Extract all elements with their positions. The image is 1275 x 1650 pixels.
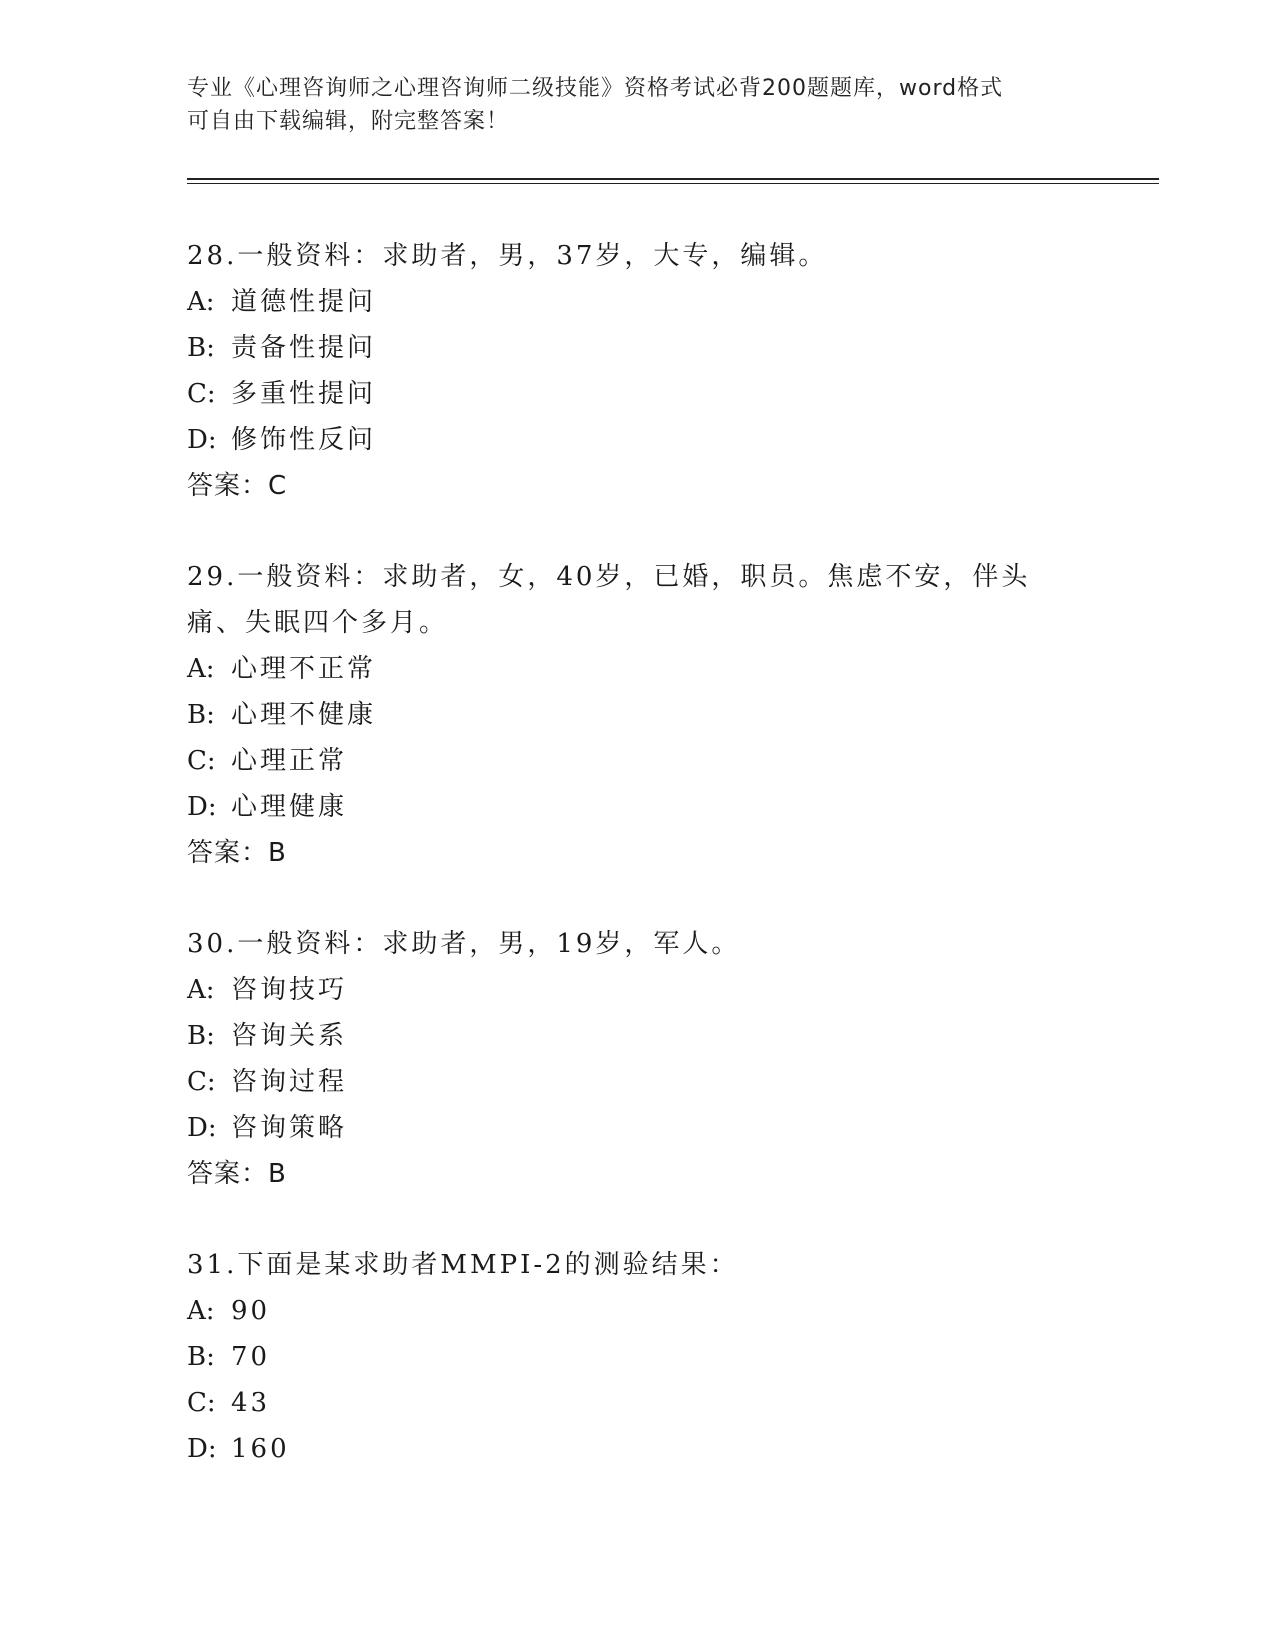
option-b bbox=[187, 1334, 1087, 1380]
option-label: C: bbox=[187, 1067, 216, 1097]
option-label: C: bbox=[187, 379, 216, 409]
option-text: 心理正常 bbox=[231, 746, 348, 776]
option-label: B: bbox=[187, 700, 215, 730]
option-label: B: bbox=[187, 333, 215, 363]
question-stem: 29.一般资料：求助者，女，40岁，已婚，职员。焦虑不安，伴头痛、失眠四个多月。 bbox=[187, 562, 1031, 638]
option-label: B: bbox=[187, 1021, 215, 1051]
option-c bbox=[187, 1059, 1087, 1105]
option-label: A: bbox=[187, 287, 215, 317]
option-label: D: bbox=[187, 792, 217, 822]
option-text: 70 bbox=[231, 1342, 271, 1372]
option-a bbox=[187, 646, 1087, 692]
question-30 bbox=[187, 921, 1087, 1197]
option-text: 心理不健康 bbox=[231, 700, 377, 730]
option-a bbox=[187, 279, 1087, 325]
question-29 bbox=[187, 554, 1087, 876]
option-c bbox=[187, 1380, 1087, 1426]
question-stem: 31.下面是某求助者MMPI-2的测验结果： bbox=[187, 1250, 739, 1280]
option-a bbox=[187, 967, 1087, 1013]
option-c bbox=[187, 371, 1087, 417]
answer-line: 答案：B bbox=[187, 1159, 287, 1189]
document-header bbox=[187, 72, 1067, 138]
option-text: 心理健康 bbox=[231, 792, 348, 822]
option-text: 多重性提问 bbox=[231, 379, 377, 409]
answer-line: 答案：B bbox=[187, 838, 287, 868]
option-b bbox=[187, 325, 1087, 371]
header-divider-thick bbox=[187, 178, 1159, 180]
option-c bbox=[187, 738, 1087, 784]
option-text: 咨询技巧 bbox=[231, 975, 348, 1005]
option-text: 咨询关系 bbox=[231, 1021, 348, 1051]
option-d bbox=[187, 1426, 1087, 1472]
option-text: 咨询过程 bbox=[231, 1067, 348, 1097]
option-text: 心理不正常 bbox=[231, 654, 377, 684]
question-28 bbox=[187, 233, 1087, 509]
option-a bbox=[187, 1288, 1087, 1334]
option-text: 43 bbox=[231, 1388, 271, 1418]
option-text: 咨询策略 bbox=[231, 1113, 348, 1143]
option-text: 修饰性反问 bbox=[231, 425, 377, 455]
option-b bbox=[187, 692, 1087, 738]
option-label: D: bbox=[187, 1434, 217, 1464]
option-label: A: bbox=[187, 654, 215, 684]
question-31 bbox=[187, 1242, 1087, 1472]
option-d bbox=[187, 784, 1087, 830]
question-stem: 30.一般资料：求助者，男，19岁，军人。 bbox=[187, 929, 741, 959]
option-label: A: bbox=[187, 1296, 215, 1326]
header-line-2: 可自由下载编辑，附完整答案！ bbox=[187, 109, 510, 134]
option-label: C: bbox=[187, 746, 216, 776]
option-label: D: bbox=[187, 1113, 217, 1143]
option-text: 160 bbox=[231, 1434, 290, 1464]
option-text: 道德性提问 bbox=[231, 287, 377, 317]
option-d bbox=[187, 1105, 1087, 1151]
question-stem: 28.一般资料：求助者，男，37岁，大专，编辑。 bbox=[187, 241, 828, 271]
option-label: C: bbox=[187, 1388, 216, 1418]
option-label: D: bbox=[187, 425, 217, 455]
option-label: B: bbox=[187, 1342, 215, 1372]
question-list bbox=[187, 233, 1087, 1517]
answer-line: 答案：C bbox=[187, 471, 288, 501]
option-text: 责备性提问 bbox=[231, 333, 377, 363]
header-line-1: 专业《心理咨询师之心理咨询师二级技能》资格考试必背200题题库，word格式 bbox=[187, 76, 1004, 101]
option-d bbox=[187, 417, 1087, 463]
header-divider-thin bbox=[187, 183, 1159, 184]
option-label: A: bbox=[187, 975, 215, 1005]
option-text: 90 bbox=[231, 1296, 271, 1326]
option-b bbox=[187, 1013, 1087, 1059]
